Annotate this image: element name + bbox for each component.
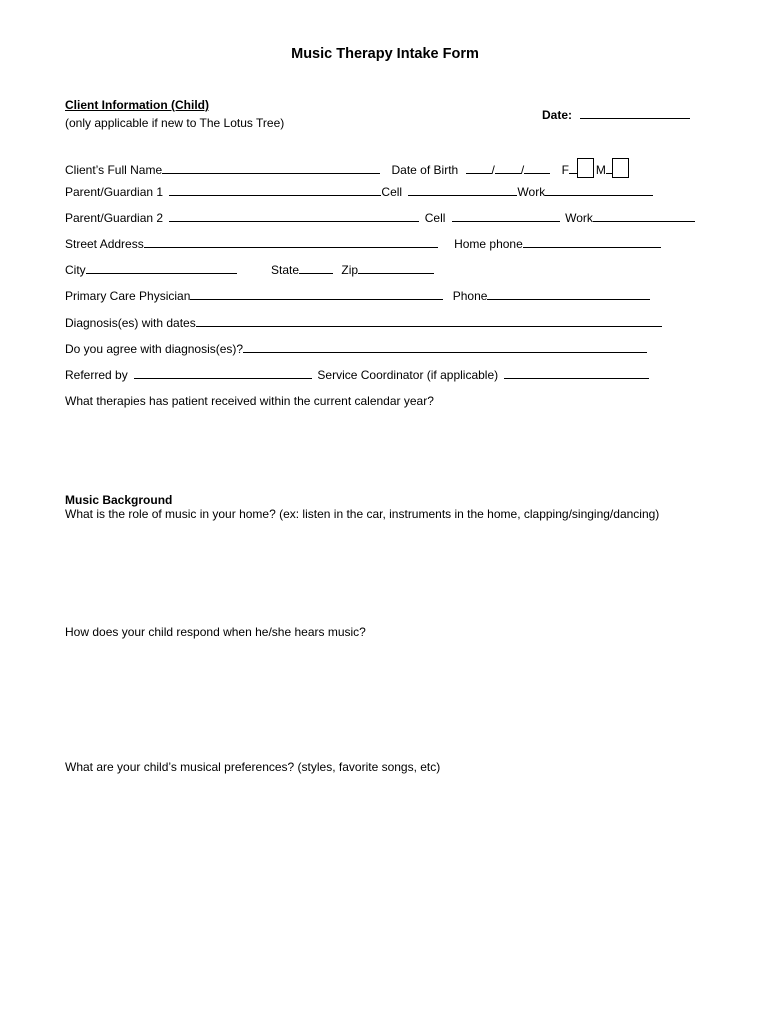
- guardian2-cell-line[interactable]: [452, 210, 560, 222]
- dob-label: Date of Birth: [391, 163, 459, 177]
- guardian1-cell-label: Cell: [381, 185, 403, 199]
- dob-day-line[interactable]: [495, 162, 521, 174]
- row-guardian2: [65, 210, 695, 225]
- service-coordinator-line[interactable]: [504, 367, 649, 379]
- city-line[interactable]: [86, 262, 237, 274]
- diagnosis-line[interactable]: [196, 315, 662, 327]
- pcp-line[interactable]: [190, 288, 443, 300]
- street-address-line[interactable]: [144, 236, 438, 248]
- city-label: City: [65, 263, 86, 277]
- phone-label: Phone: [452, 289, 488, 303]
- row-guardian1: [65, 184, 653, 199]
- date-line[interactable]: [580, 107, 690, 119]
- phone-line[interactable]: [487, 288, 650, 300]
- dob-month-line[interactable]: [466, 162, 492, 174]
- guardian2-line[interactable]: [169, 210, 419, 222]
- state-label: State: [271, 263, 300, 277]
- row-city: [65, 262, 434, 277]
- zip-label: Zip: [341, 263, 359, 277]
- sex-m-checkbox[interactable]: [612, 158, 629, 178]
- service-coordinator-label: Service Coordinator (if applicable): [317, 368, 499, 382]
- sex-f-checkbox[interactable]: [577, 158, 594, 178]
- date-field[interactable]: [542, 106, 690, 124]
- home-phone-label: Home phone: [454, 237, 523, 251]
- therapies-question: What therapies has patient received within the current calendar year?: [65, 394, 434, 408]
- guardian1-label: Parent/Guardian 1: [65, 185, 164, 199]
- row-referred: [65, 367, 649, 382]
- music-role-question: What is the role of music in your home? (ex: listen in the car, instruments in the home, clapping/singing/dancing): [65, 507, 660, 521]
- row-address: [65, 236, 661, 251]
- row-pcp: [65, 288, 650, 303]
- dob-year-line[interactable]: [524, 162, 550, 174]
- guardian1-line[interactable]: [169, 184, 381, 196]
- music-background-heading: Music Background: [65, 493, 173, 507]
- page-title: Music Therapy Intake Form: [291, 46, 479, 62]
- guardian1-work-label: Work: [517, 185, 546, 199]
- row-agree: [65, 341, 647, 356]
- guardian2-work-line[interactable]: [593, 210, 695, 222]
- music-preferences-question: What are your child’s musical preferences? (styles, favorite songs, etc): [65, 760, 441, 774]
- row-name-dob: Client’s Full Name Date of Birth / / F M: [65, 158, 629, 178]
- guardian1-work-line[interactable]: [545, 184, 653, 196]
- guardian2-label: Parent/Guardian 2: [65, 211, 164, 225]
- street-address-label: Street Address: [65, 237, 144, 251]
- zip-line[interactable]: [358, 262, 434, 274]
- state-line[interactable]: [299, 262, 333, 274]
- pcp-label: Primary Care Physician: [65, 289, 191, 303]
- client-info-heading: Client Information (Child): [65, 98, 209, 112]
- home-phone-line[interactable]: [523, 236, 661, 248]
- full-name-label: Client’s Full Name: [65, 163, 163, 177]
- date-label: Date:: [542, 108, 573, 122]
- client-info-note: (only applicable if new to The Lotus Tree): [65, 116, 285, 130]
- referred-label: Referred by: [65, 368, 128, 382]
- guardian2-work-label: Work: [565, 211, 593, 225]
- sex-f-label: F: [561, 163, 569, 177]
- sex-m-label: M: [595, 163, 606, 177]
- full-name-line[interactable]: [162, 162, 380, 174]
- music-response-question: How does your child respond when he/she hears music?: [65, 625, 366, 639]
- diagnosis-label: Diagnosis(es) with dates: [65, 316, 196, 330]
- agree-label: Do you agree with diagnosis(es)?: [65, 342, 244, 356]
- row-diagnosis: [65, 315, 662, 330]
- guardian2-cell-label: Cell: [424, 211, 446, 225]
- referred-line[interactable]: [134, 367, 312, 379]
- agree-line[interactable]: [243, 341, 647, 353]
- guardian1-cell-line[interactable]: [408, 184, 517, 196]
